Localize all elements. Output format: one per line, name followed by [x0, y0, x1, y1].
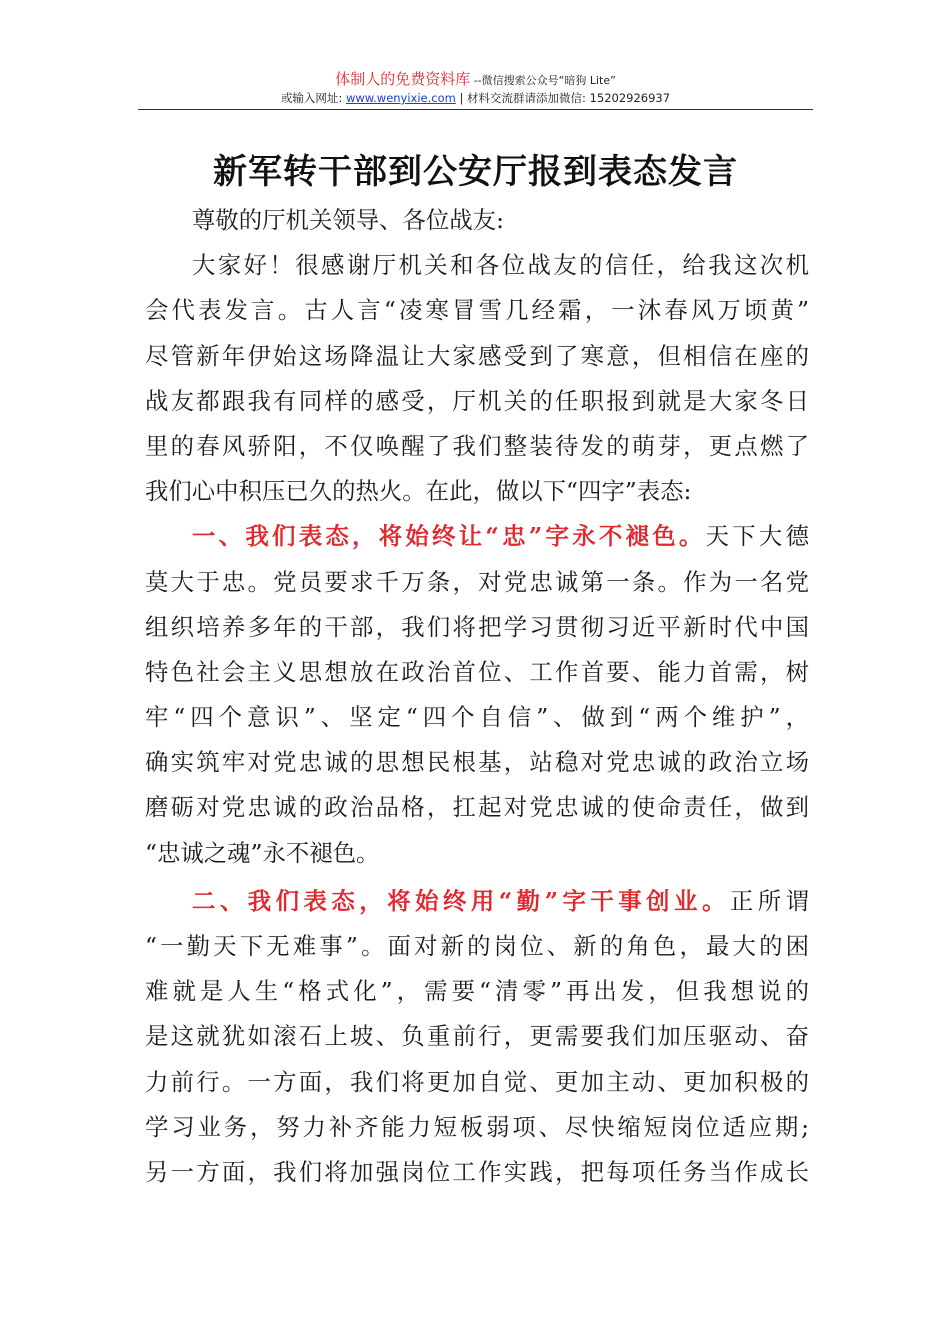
section1-line: 组织培养多年的干部，我们将把学习贯彻习近平新时代中国	[145, 612, 809, 641]
header-wechat-info: | 材料交流群请添加微信: 15202926937	[455, 91, 671, 105]
section2-line: 学习业务，努力补齐能力短板弱项、尽快缩短岗位适应期;	[145, 1112, 809, 1141]
section1-first-line-tail: 天下大德	[705, 522, 809, 551]
header-brand-line	[138, 70, 813, 88]
document-body	[145, 198, 809, 1195]
section1-line: 确实筑牢对党忠诚的思想民根基，站稳对党忠诚的政治立场	[145, 748, 809, 777]
header-url-prefix: 或输入网址:	[280, 91, 346, 105]
page-header	[138, 70, 813, 106]
section2-first-line	[145, 879, 809, 924]
paragraph-line: 里的春风骄阳，不仅唤醒了我们整装待发的萌芽，更点燃了	[145, 431, 809, 460]
section1-line: 特色社会主义思想放在政治首位、工作首要、能力首需，树	[145, 657, 809, 686]
paragraph-line: 战友都跟我有同样的感受，厅机关的任职报到就是大家冬日	[145, 386, 809, 415]
paragraph-line: 我们心中积压已久的热火。在此，做以下“四字”表态:	[145, 477, 692, 506]
paragraph-line: 会代表发言。古人言“凌寒冒雪几经霜，一沐春风万顷黄”	[145, 296, 809, 325]
salutation: 尊敬的厅机关领导、各位战友:	[192, 206, 504, 234]
section1-heading: 一、我们表态，将始终让“忠”字永不褪色。	[192, 522, 706, 551]
section2-line: 难就是人生“格式化”，需要“清零”再出发，但我想说的	[145, 977, 809, 1006]
header-contact-line	[138, 91, 813, 106]
section2-line: 是这就犹如滚石上坡、负重前行，更需要我们加压驱动、奋	[145, 1022, 809, 1051]
section1-line: 莫大于忠。党员要求千万条，对党忠诚第一条。作为一名党	[145, 567, 809, 596]
section2-line: 力前行。一方面，我们将更加自觉、更加主动、更加积极的	[145, 1067, 809, 1096]
section1-line: 磨砺对党忠诚的政治品格，扛起对党忠诚的使命责任，做到	[145, 793, 809, 822]
section2-line: “一勤天下无难事”。面对新的岗位、新的角色，最大的困	[145, 932, 809, 960]
section2-heading: 二、我们表态，将始终用“勤”字干事创业。	[192, 886, 730, 915]
paragraph-line: 尽管新年伊始这场降温让大家感受到了寒意，但相信在座的	[145, 341, 809, 370]
header-brand: 体制人的免费资料库	[335, 70, 471, 88]
section2-first-line-tail: 正所谓	[729, 886, 809, 915]
header-website-link[interactable]: www.wenyixie.com	[345, 91, 456, 105]
header-divider	[138, 109, 813, 110]
document-title: 新军转干部到公安厅报到表态发言	[213, 152, 738, 192]
header-subtitle: --微信搜索公众号“暗狗 Lite”	[470, 74, 616, 87]
paragraph-line: 大家好！很感谢厅机关和各位战友的信任，给我这次机	[192, 251, 809, 280]
section2-line: 另一方面，我们将加强岗位工作实践，把每项任务当作成长	[145, 1157, 809, 1186]
section1-line: “忠诚之魂”永不褪色。	[145, 838, 380, 867]
section1-line: 牢“四个意识”、坚定“四个自信”、做到“两个维护”，	[145, 703, 809, 732]
section1-first-line	[145, 514, 809, 559]
